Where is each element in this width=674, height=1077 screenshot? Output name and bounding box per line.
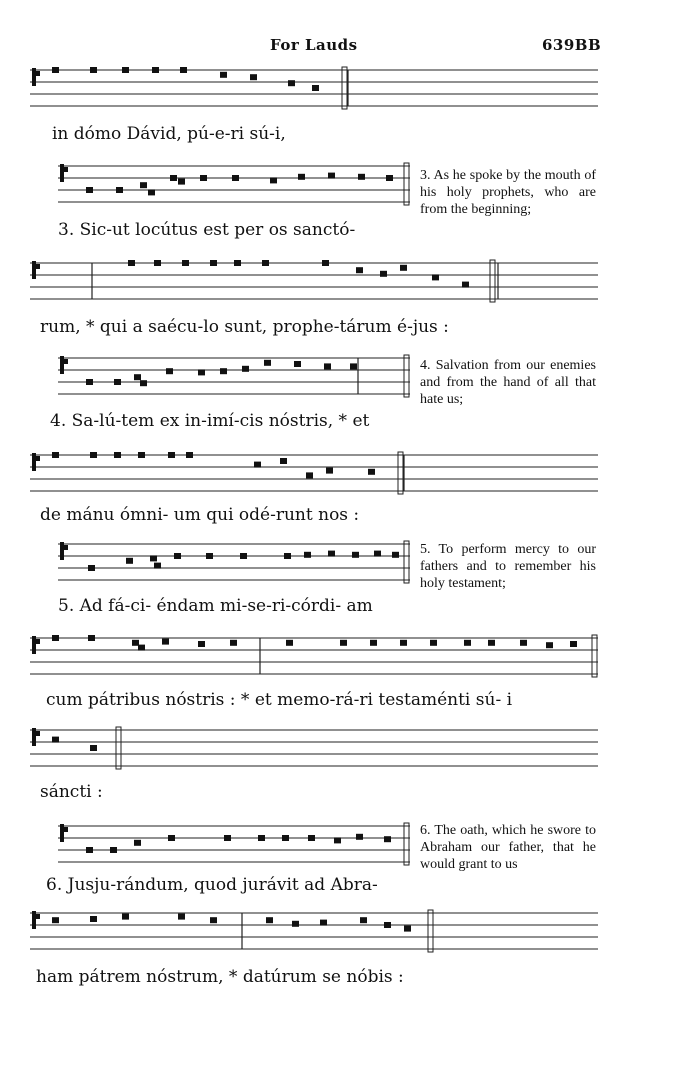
neume	[430, 640, 437, 646]
neume	[286, 640, 293, 646]
staff-3	[30, 255, 598, 309]
neume	[86, 847, 93, 853]
neume	[432, 274, 439, 280]
staff-6	[58, 536, 410, 590]
neume	[116, 187, 123, 193]
double-bar	[404, 355, 409, 397]
neume	[138, 645, 145, 651]
clef	[34, 264, 40, 269]
clef	[32, 261, 36, 279]
neume	[306, 472, 313, 478]
neume	[206, 553, 213, 559]
neume	[88, 635, 95, 641]
double-bar	[342, 67, 347, 109]
neume	[220, 72, 227, 78]
neume	[168, 452, 175, 458]
neume	[166, 368, 173, 374]
staff-1	[30, 62, 598, 116]
neume	[114, 452, 121, 458]
neume	[224, 835, 231, 841]
neume	[200, 175, 207, 181]
neume	[90, 67, 97, 73]
staff-9	[58, 818, 410, 872]
neume	[220, 368, 227, 374]
translation-verse-5: 5. To perform mercy to our fathers and to remember his holy testament;	[420, 542, 596, 591]
neume	[140, 380, 147, 386]
clef	[34, 456, 40, 461]
neume	[140, 182, 147, 188]
neume	[174, 553, 181, 559]
clef	[62, 827, 68, 832]
neume	[178, 914, 185, 920]
neume	[52, 635, 59, 641]
lyric-line-6: 5. Ad fá-ci- éndam mi-se-ri-córdi- am	[58, 596, 373, 616]
neume	[400, 265, 407, 271]
neume	[250, 74, 257, 80]
translation-verse-3: 3. As he spoke by the mouth of his holy prophets, who are from the beginning;	[420, 168, 596, 217]
clef	[62, 545, 68, 550]
neume	[90, 452, 97, 458]
staff-7	[30, 630, 598, 684]
clef	[62, 167, 68, 172]
lyric-line-1: in dómo Dávid, pú-e-ri sú-i,	[52, 124, 286, 144]
neume	[340, 640, 347, 646]
neume	[304, 552, 311, 558]
neume	[298, 174, 305, 180]
double-bar	[490, 260, 495, 302]
neume	[168, 835, 175, 841]
neume	[198, 369, 205, 375]
neume	[392, 552, 399, 558]
neume	[258, 835, 265, 841]
neume	[90, 916, 97, 922]
neume	[546, 642, 553, 648]
translation-verse-4: 4. Salvation from our enemies and from the hand of all that hate us;	[420, 358, 596, 407]
double-bar	[404, 541, 409, 583]
neume	[240, 553, 247, 559]
neume	[294, 361, 301, 367]
clef	[34, 731, 40, 736]
neume	[230, 640, 237, 646]
neume	[180, 67, 187, 73]
clef	[60, 164, 64, 182]
lyric-line-4: 4. Sa-lú-tem ex in-imí-cis nóstris, * et	[50, 411, 370, 431]
neume	[154, 260, 161, 266]
neume	[170, 175, 177, 181]
neume	[280, 458, 287, 464]
neume	[326, 468, 333, 474]
neume	[292, 921, 299, 927]
neume	[312, 85, 319, 91]
neume	[308, 835, 315, 841]
neume	[154, 563, 161, 569]
clef	[60, 824, 64, 842]
lyric-line-9: 6. Jusju-rándum, quod jurávit ad Abra-	[46, 875, 378, 895]
neume	[86, 187, 93, 193]
neume	[370, 640, 377, 646]
neume	[150, 555, 157, 561]
neume	[462, 282, 469, 288]
neume	[90, 745, 97, 751]
neume	[234, 260, 241, 266]
clef	[34, 914, 40, 919]
neume	[384, 836, 391, 842]
neume	[356, 834, 363, 840]
neume	[356, 267, 363, 273]
neume	[368, 469, 375, 475]
neume	[52, 737, 59, 743]
neume	[122, 914, 129, 920]
neume	[254, 462, 261, 468]
lyric-line-5: de mánu ómni- um qui odé-runt nos :	[40, 505, 360, 525]
neume	[288, 80, 295, 86]
neume	[464, 640, 471, 646]
neume	[328, 551, 335, 557]
neume	[570, 641, 577, 647]
double-bar	[428, 910, 433, 952]
neume	[52, 67, 59, 73]
neume	[404, 926, 411, 932]
neume	[210, 917, 217, 923]
lyric-line-10: ham pátrem nóstrum, * datúrum se nóbis :	[36, 967, 404, 987]
clef	[62, 359, 68, 364]
neume	[380, 271, 387, 277]
lyric-line-8: sáncti :	[40, 782, 103, 802]
lyric-line-7: cum pátribus nóstris : * et memo-rá-ri testaménti sú- i	[46, 690, 513, 710]
double-bar	[404, 823, 409, 865]
lyric-line-2: 3. Sic-ut locútus est per os sanctó-	[58, 220, 356, 240]
neume	[182, 260, 189, 266]
neume	[262, 260, 269, 266]
neume	[114, 379, 121, 385]
neume	[284, 553, 291, 559]
neume	[400, 640, 407, 646]
clef	[60, 542, 64, 560]
neume	[520, 640, 527, 646]
neume	[386, 175, 393, 181]
staff-5	[30, 447, 598, 501]
clef	[32, 911, 36, 929]
translation-verse-6: 6. The oath, which he swore to Abraham our father, that he would grant to us	[420, 823, 596, 872]
neume	[210, 260, 217, 266]
neume	[324, 363, 331, 369]
neume	[86, 379, 93, 385]
neume	[122, 67, 129, 73]
neume	[334, 837, 341, 843]
neume	[52, 452, 59, 458]
neume	[148, 189, 155, 195]
neume	[374, 551, 381, 557]
neume	[186, 452, 193, 458]
clef	[34, 639, 40, 644]
neume	[152, 67, 159, 73]
neume	[266, 917, 273, 923]
neume	[270, 177, 277, 183]
neume	[320, 920, 327, 926]
neume	[384, 922, 391, 928]
neume	[328, 173, 335, 179]
neume	[110, 847, 117, 853]
neume	[134, 374, 141, 380]
clef	[60, 356, 64, 374]
neume	[264, 360, 271, 366]
neume	[358, 174, 365, 180]
neume	[88, 565, 95, 571]
clef	[32, 728, 36, 746]
neume	[126, 558, 133, 564]
staff-10	[30, 905, 598, 959]
neume	[178, 179, 185, 185]
neume	[138, 452, 145, 458]
double-bar	[116, 727, 121, 769]
neume	[352, 552, 359, 558]
double-bar	[592, 635, 597, 677]
page-number: 639BB	[542, 36, 602, 54]
staff-8	[30, 722, 598, 776]
neume	[242, 366, 249, 372]
double-bar	[404, 163, 409, 205]
neume	[134, 840, 141, 846]
staff-2	[58, 158, 410, 212]
neume	[198, 641, 205, 647]
neume	[162, 639, 169, 645]
neume	[232, 175, 239, 181]
clef	[32, 453, 36, 471]
clef	[34, 71, 40, 76]
staff-4	[58, 350, 410, 404]
double-bar	[398, 452, 403, 494]
neume	[360, 917, 367, 923]
neume	[350, 363, 357, 369]
neume	[132, 640, 139, 646]
neume	[282, 835, 289, 841]
clef	[32, 68, 36, 86]
neume	[128, 260, 135, 266]
neume	[488, 640, 495, 646]
clef	[32, 636, 36, 654]
lyric-line-3: rum, * qui a saécu-lo sunt, prophe-tárum é-jus :	[40, 317, 449, 337]
page-title: For Lauds	[270, 36, 358, 54]
neume	[52, 917, 59, 923]
neume	[322, 260, 329, 266]
